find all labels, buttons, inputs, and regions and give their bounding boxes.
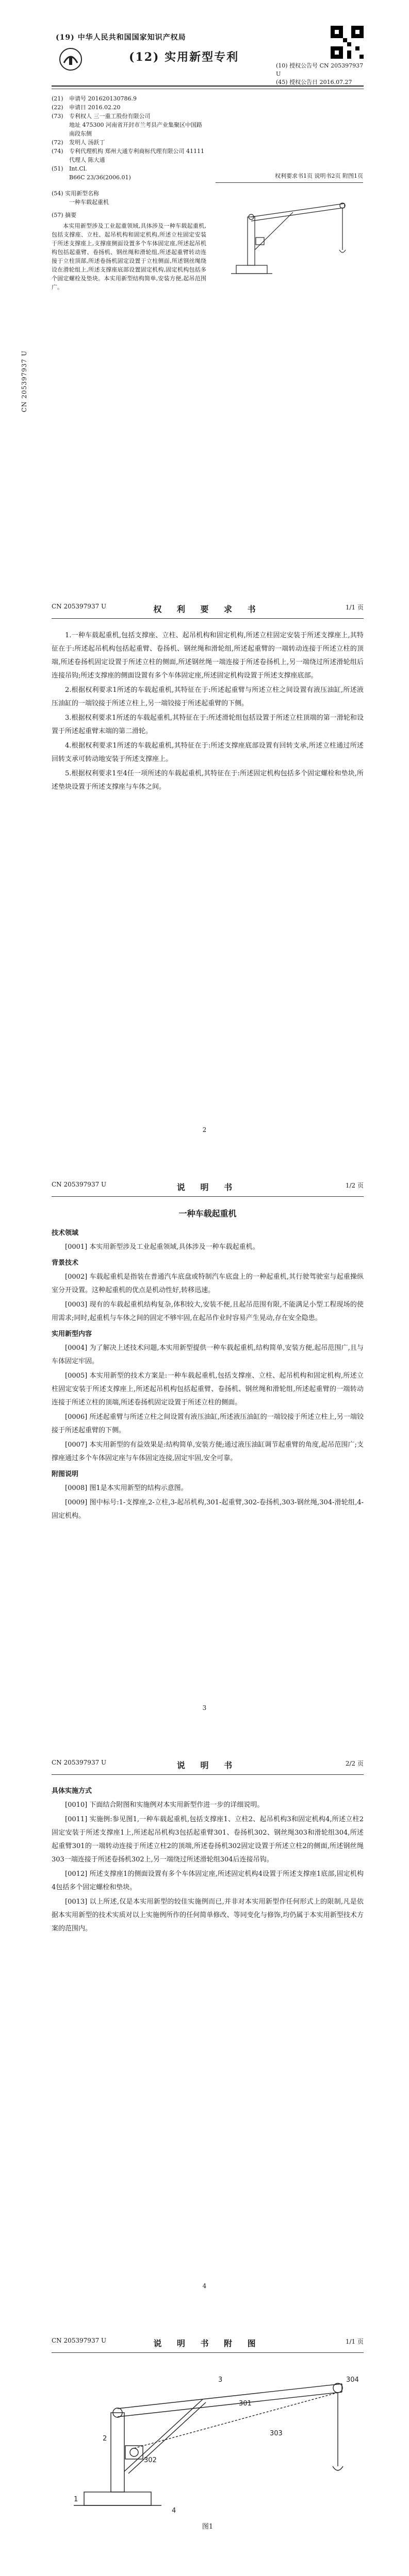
- abstract-text: 本实用新型涉及工业起重领域,具体涉及一种车载起重机,包括支撑座、立柱、起吊机构和固定机构,所述立柱固定安装于所述支撑座上,支撑座侧面设置多个车体固定座,所述起吊机构包括起重臂、卷扬机、钢丝绳和滑轮组,所述起重臂转动连接于立柱顶部,所述卷扬机固定设置于立柱侧面,所述钢丝绳绕设在滑轮组上,所述支撑座底部设置固定机构,固定机构包括多个固定螺栓及垫块。本实用新型结构简单,安装方便,起吊范围广。: [52, 223, 206, 291]
- header-number: CN 205397937 U: [52, 2337, 107, 2344]
- claims-page: [0, 578, 409, 1156]
- header-title: 权 利 要 求 书: [153, 604, 262, 614]
- section-heading: 技术领域: [52, 1229, 79, 1237]
- utility-title: 一种车载起重机: [69, 199, 109, 206]
- description-paragraph: [0007] 本实用新型的有益效果是:结构简单,安装方便;通过液压油缸调节起重臂的角度,起吊范围广;支撑座通过多个车体固定座与车体固定连接,固定牢固,安全可靠。: [52, 1441, 364, 1462]
- figure-reference-label: 2: [102, 2435, 107, 2443]
- page-header: [52, 1181, 364, 1192]
- biblio-row: [52, 164, 206, 173]
- biblio-code: (73): [52, 113, 63, 120]
- abstract-figure-column: [216, 94, 363, 289]
- biblio-row: [52, 173, 206, 182]
- drawings-page: [0, 2312, 409, 2576]
- cover-header: [52, 25, 364, 86]
- biblio-code: (21): [52, 95, 63, 102]
- biblio-row: [52, 121, 206, 138]
- description-paragraph: [0003] 现有的车载起重机结构复杂,体积较大,安装不便,且起吊范围有限,不能满足小型工程现场的使用需求;同时,起重机与车体之间的固定不够牢固,在起吊作业时容易产生晃动,存在安全隐患。: [52, 1301, 364, 1322]
- figure-reference-label: 1: [73, 2496, 78, 2503]
- office-name: (19) 中华人民共和国国家知识产权局: [56, 33, 186, 42]
- claim-paragraph: 5.根据权利要求1至4任一项所述的车载起重机,其特征在于:所述固定机构包括多个固定螺栓和垫块,所述垫块设置于所述支撑座与车体之间。: [52, 770, 364, 791]
- description-paragraph: [0005] 本实用新型的技术方案是:一种车载起重机,包括支撑座、立柱、起吊机构和固定机构,所述立柱固定安装于所述支撑座上,所述起吊机构包括起重臂、卷扬机、钢丝绳和滑轮组,所述起重臂的一端转动连接于所述立柱的顶端,所述卷扬机固定设置于所述立柱的侧面。: [52, 1372, 364, 1406]
- header-page: 1/1 页: [345, 604, 364, 611]
- header-page: 1/2 页: [345, 1182, 364, 1189]
- publication-number: (10) 授权公告号 CN 205397937 U: [276, 62, 364, 77]
- header-number: CN 205397937 U: [52, 603, 107, 610]
- description-title: 一种车载起重机: [178, 1209, 237, 1218]
- patent-type: (12) 实用新型专利: [129, 50, 239, 64]
- description-paragraph: [0013] 以上所述,仅是本实用新型的较佳实施例而已,并非对本实用新型作任何形式上的限制,凡是依据本实用新型的技术实质对以上实施例所作的任何简单修改、等同变化与修饰,均仍属于本实用新型技术方案的范围内。: [52, 1898, 364, 1933]
- page-header: [52, 2337, 364, 2348]
- description-paragraph: [0011] 实施例:参见图1,一种车载起重机,包括支撑座1、立柱2、起吊机构3和固定机构4,所述立柱2固定安装于所述支撑座1上,所述起吊机构3包括起重臂301、卷扬机302、钢丝绳303和滑轮组304,所述起重臂301的一端转动连接于所述立柱2的顶端,所述卷扬机302固定设置于所述立柱2的侧面,所述钢丝绳303一端连接于所述卷扬机302上,另一端绕过所述滑轮组304后连接吊钩。: [52, 1816, 364, 1863]
- qr-code-icon: [331, 26, 364, 59]
- abstract-label: (57) 摘要: [52, 212, 77, 218]
- page-count-note: 权利要求书1页 说明书2页 附图1页: [275, 173, 363, 179]
- section-heading: 实用新型内容: [52, 1330, 92, 1338]
- biblio-text: B66C 23/36(2006.01): [69, 174, 131, 181]
- page-header: [52, 603, 364, 614]
- biblio-row: [52, 156, 206, 164]
- biblio-code: [52, 121, 69, 138]
- header-title: 说 明 书: [176, 1760, 239, 1770]
- figure-reference-label: 303: [269, 2430, 283, 2437]
- description-body: [52, 1785, 364, 1936]
- description-paragraph: [0002] 车载起重机是指装在普通汽车底盘或特制汽车底盘上的一种起重机,其行驶驾驶室与起重操纵室分开设置。这种起重机的优点是机动性好,转移迅速。: [52, 1273, 364, 1294]
- biblio-code: (22): [52, 104, 63, 111]
- publication-date: (45) 授权公告日 2016.07.27: [276, 79, 352, 86]
- description-paragraph: [0006] 所述起重臂与所述立柱之间设置有液压油缸,所述液压油缸的一端铰接于所述立柱上,另一端铰接于所述起重臂的下侧。: [52, 1413, 364, 1434]
- biblio-text: 申请日 2016.02.20: [69, 104, 121, 111]
- header-title: 说 明 书: [176, 1182, 239, 1192]
- cover-page: [0, 0, 409, 578]
- description-paragraph: [0012] 所述支撑座1的侧面设置有多个车体固定座,所述固定机构4设置于所述支撑座1底部,固定机构4包括多个固定螺栓和垫块。: [52, 1870, 364, 1891]
- figure-reference-label: 302: [143, 2456, 157, 2464]
- bibliographic-data: [52, 94, 206, 292]
- figure-reference-label: 304: [346, 2376, 359, 2384]
- claim-paragraph: 2.根据权利要求1所述的车载起重机,其特征在于:所述起重臂与所述立柱之间设置有液压油缸,所述液压油缸的一端铰接于所述立柱上,另一端铰接于所述起重臂的下侧。: [52, 686, 364, 707]
- header-page: 2/2 页: [345, 1760, 364, 1767]
- biblio-row: [52, 112, 206, 121]
- figure-caption: 图1: [202, 2523, 214, 2531]
- biblio-list: [52, 94, 206, 182]
- biblio-row: [52, 94, 206, 103]
- description-page-2: [0, 1734, 409, 2312]
- section-heading: 背景技术: [52, 1259, 79, 1267]
- header-page: 1/1 页: [345, 2338, 364, 2345]
- publication-info: [276, 62, 364, 87]
- section-heading: 具体实施方式: [52, 1787, 92, 1795]
- abstract-drawing: [216, 188, 355, 286]
- biblio-text: 申请号 201620130786.9: [69, 95, 137, 102]
- section-heading: 附图说明: [52, 1470, 79, 1478]
- page-footer: 2: [202, 1126, 207, 1133]
- biblio-row: [52, 103, 206, 112]
- biblio-code: (74): [52, 148, 63, 155]
- figure-reference-label: 3: [218, 2376, 222, 2384]
- biblio-code: (72): [52, 139, 63, 146]
- header-title: 说 明 书 附 图: [153, 2338, 262, 2348]
- figure-reference-label: 301: [238, 2400, 252, 2408]
- biblio-text: 地址 475300 河南省开封市兰考县产业集聚区中国路南段东侧: [69, 122, 202, 137]
- page-header: [52, 1759, 364, 1770]
- figure-reference-label: 4: [171, 2507, 176, 2515]
- header-number: CN 205397937 U: [52, 1759, 107, 1766]
- description-paragraph: [0008] 图1是本实用新型的结构示意图。: [65, 1484, 188, 1492]
- biblio-text: 专利代理机构 郑州大通专利商标代理有限公司 41111: [69, 148, 204, 155]
- description-body: [52, 1227, 364, 1523]
- biblio-text: 代理人 陈大通: [69, 157, 105, 163]
- page-footer: 3: [202, 1704, 207, 1711]
- claim-paragraph: 3.根据权利要求1所述的车载起重机,其特征在于:所述滑轮组包括设置于所述立柱顶端的第一滑轮和设置于所述起重臂末端的第二滑轮。: [52, 714, 364, 735]
- description-paragraph: [0001] 本实用新型涉及工业起重领域,具体涉及一种车载起重机。: [65, 1243, 259, 1251]
- header-number: CN 205397937 U: [52, 1181, 107, 1188]
- biblio-code: [52, 173, 69, 182]
- biblio-text: Int.Cl.: [69, 165, 87, 172]
- figure-1-drawing: [53, 2363, 363, 2518]
- biblio-text: 发明人 汤跃丁: [69, 139, 105, 146]
- description-paragraph: [0010] 下面结合附图和实施例对本实用新型作进一步的详细说明。: [65, 1801, 264, 1809]
- description-paragraph: [0009] 图中标号:1-支撑座,2-立柱,3-起吊机构,301-起重臂,302-卷扬机,303-钢丝绳,304-滑轮组,4-固定机构。: [52, 1499, 364, 1520]
- cnipa-logo-icon: [59, 47, 83, 71]
- biblio-code: (51): [52, 165, 63, 172]
- biblio-row: [52, 147, 206, 156]
- biblio-text: 专利权人 三一重工股份有限公司: [69, 113, 151, 120]
- title-label: (54) 实用新型名称: [52, 190, 100, 197]
- biblio-code: [52, 156, 69, 164]
- claim-paragraph: 1.一种车载起重机,包括支撑座、立柱、起吊机构和固定机构,所述立柱固定安装于所述支撑座上,其特征在于:所述起吊机构包括起重臂、卷扬机、钢丝绳和滑轮组,所述起重臂的一端转动连接于所述立柱的顶端,所述卷扬机固定设置于所述立柱的侧面,所述钢丝绳一端连接于所述卷扬机上,另一端绕过所述滑轮组后连接吊钩;所述支撑座的侧面设置有多个车体固定座,所述固定机构设置于所述支撑座底部。: [52, 632, 364, 680]
- claims-list: [52, 629, 364, 794]
- claim-paragraph: 4.根据权利要求1所述的车载起重机,其特征在于:所述支撑座底部设置有回转支承,所述立柱通过所述回转支承可转动地安装于所述支撑座上。: [52, 742, 364, 763]
- biblio-row: [52, 138, 206, 147]
- description-paragraph: [0004] 为了解决上述技术问题,本实用新型提供一种车载起重机,结构简单,安装方便,起吊范围广,且与车体固定牢固。: [52, 1344, 364, 1365]
- description-page-1: [0, 1156, 409, 1734]
- page-footer: 4: [202, 2282, 207, 2290]
- side-publication-number: CN 205397937 U: [21, 350, 28, 413]
